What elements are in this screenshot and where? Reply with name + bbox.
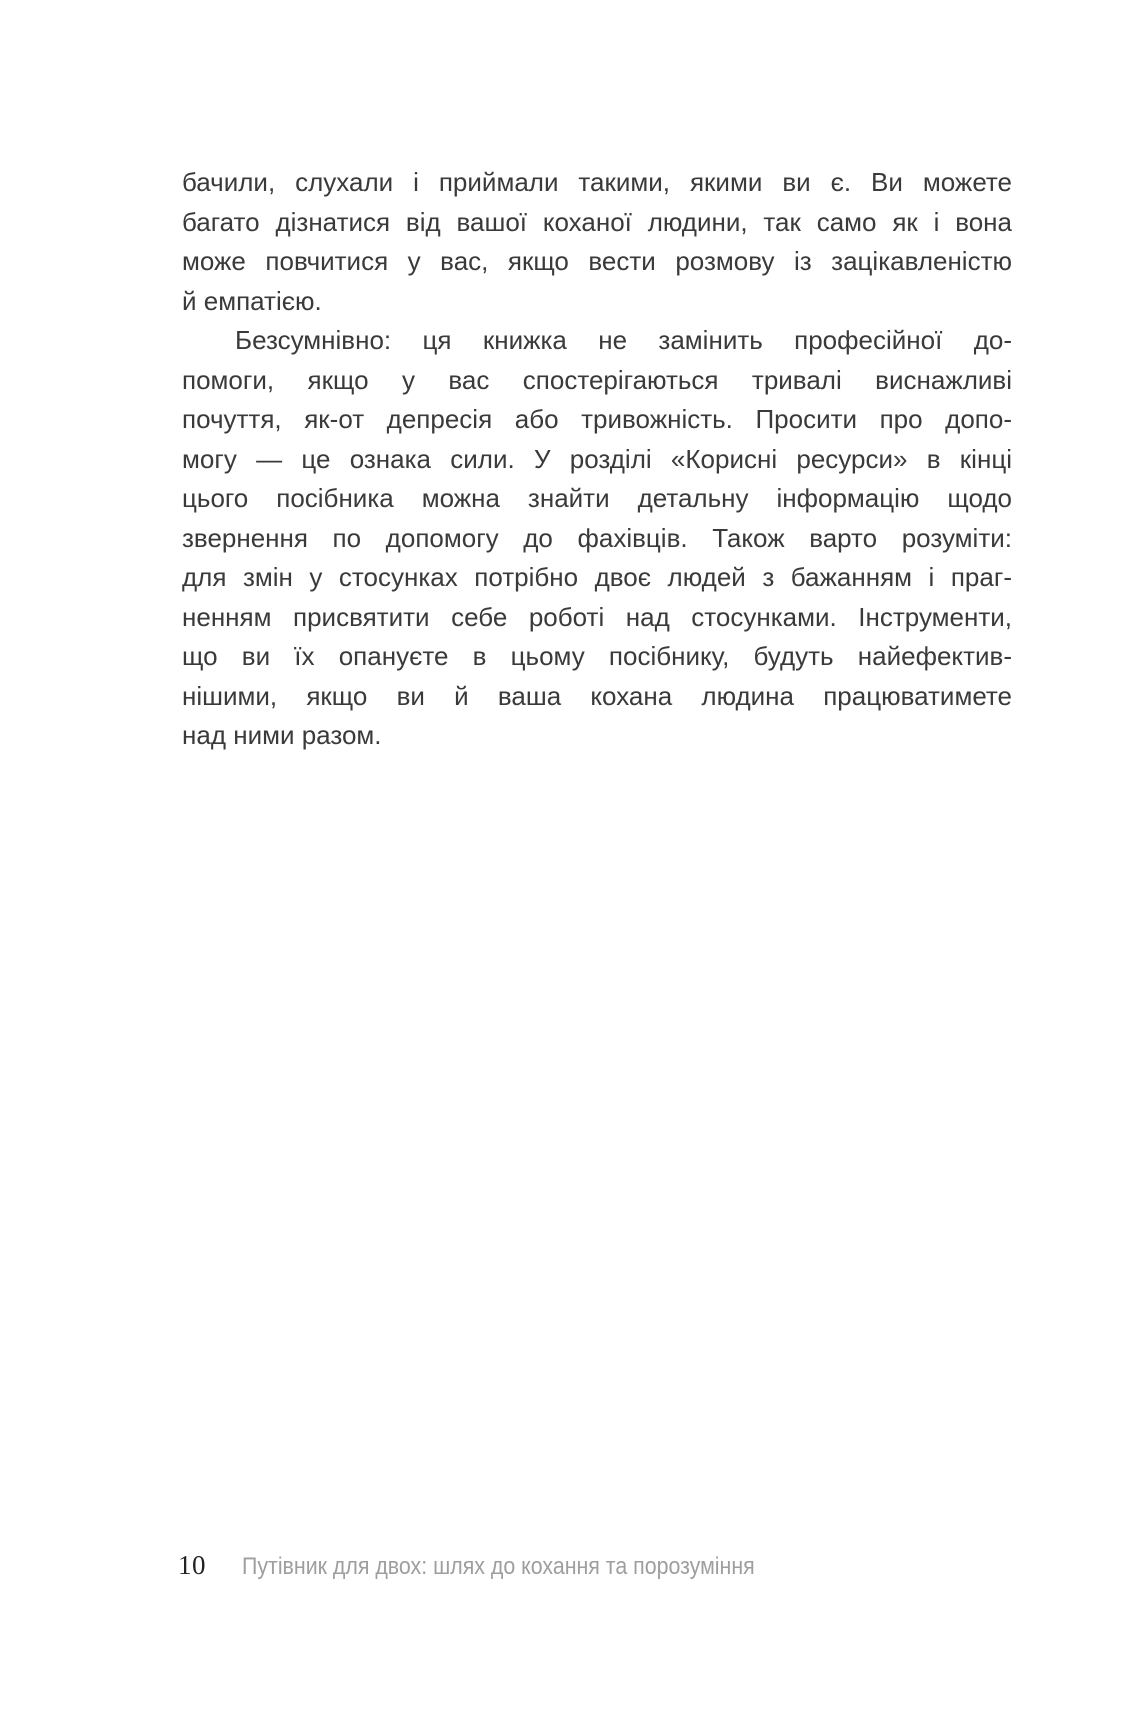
- body-line: могу — це ознака сили. У розділі «Корисні ресурси» в кінці: [182, 443, 1012, 474]
- body-line: що ви їх опануєте в цьому посібнику, будуть найефектив-: [182, 641, 1012, 671]
- body-line: цього посібника можна знайти детальну інформацію щодо: [182, 483, 1012, 513]
- body-line: над ними разом.: [182, 720, 382, 750]
- body-line: Безсумнівно: ця книжка не замінить професійної до-: [235, 325, 1012, 355]
- body-line: й емпатією.: [182, 285, 322, 316]
- body-line: багато дізнатися від вашої коханої людини, так само як і вона: [182, 206, 1012, 237]
- body-line: почуття, як-от депресія або тривожність. Просити про допо-: [182, 404, 1012, 434]
- paragraph-2: [182, 321, 1012, 756]
- body-line: бачили, слухали і приймали такими, якими ви є. Ви можете: [182, 167, 1012, 197]
- running-title: Путівник для двох: шлях до кохання та порозуміння: [242, 1553, 755, 1580]
- paragraph-1: [182, 163, 1012, 321]
- body-line: для змін у стосунках потрібно двоє людей з бажанням і праг-: [182, 562, 1012, 592]
- page-number: 10: [178, 1550, 206, 1580]
- body-line: помоги, якщо у вас спостерігаються тривалі виснажливі: [182, 364, 1012, 395]
- body-line: звернення по допомогу до фахівців. Також варто розуміти:: [182, 522, 1012, 553]
- page-body: [182, 163, 1012, 756]
- body-line: нішими, якщо ви й ваша кохана людина працюватимете: [182, 680, 1012, 711]
- body-line: ненням присвятити себе роботі над стосунками. Інструменти,: [182, 601, 1012, 632]
- body-line: може повчитися у вас, якщо вести розмову із зацікавленістю: [182, 246, 1012, 276]
- page-footer: [178, 1550, 818, 1581]
